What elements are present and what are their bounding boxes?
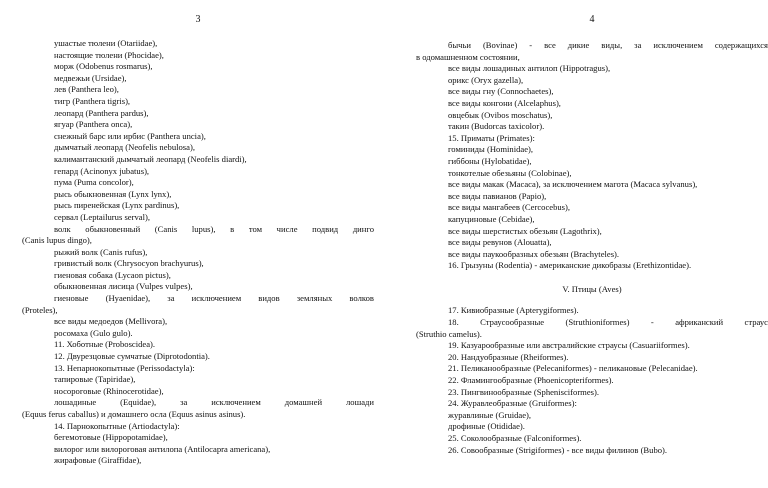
text-line: лев (Panthera leo), (54, 84, 119, 95)
text-line: тапировые (Tapiridae), (54, 374, 136, 385)
text-line: медвежьи (Ursidae), (54, 72, 127, 83)
text-line: дрофиные (Otididae). (448, 421, 525, 432)
text-line: рысь обыкновенная (Lynx lynx), (54, 188, 172, 199)
text-line: морж (Odobenus rosmarus), (54, 61, 153, 72)
text-line: настоящие тюлени (Phocidae), (54, 49, 164, 60)
text-line: 15. Приматы (Primates): (448, 132, 535, 143)
text-line: все виды паукообразных обезьян (Brachyteles). (448, 248, 620, 259)
text-line: 22. Фламингообразные (Phoenicopteriformes). (448, 375, 614, 386)
text-line: бегемотовые (Hippopotamidae), (54, 432, 168, 443)
text-line: 14. Парнокопытные (Artiodactyla): (54, 420, 180, 431)
text-line: 12. Двурезцовые сумчатые (Diprotodontia). (54, 351, 210, 362)
text-line: дымчатый леопард (Neofelis nebulosa), (54, 142, 195, 153)
text-line: все виды конгони (Alcelaphus), (448, 97, 561, 108)
text-line: тигр (Panthera tigris), (54, 95, 131, 106)
text-line: 19. Казуарообразные или австралийские страусы (Casuariiformes). (448, 340, 690, 351)
text-line: гиеновые (Hyaenidae), за исключением видов земляных волков (54, 293, 374, 304)
text-line: рысь пиренейская (Lynx pardinus), (54, 200, 180, 211)
text-line: рыжий волк (Canis rufus), (54, 246, 148, 257)
text-line: в одомашненном состоянии, (416, 51, 520, 62)
right-page (416, 0, 768, 488)
text-line: 26. Совообразные (Strigiformes) - все виды филинов (Bubo). (448, 444, 668, 455)
text-line: обыкновенная лисица (Vulpes vulpes), (54, 281, 193, 292)
section-heading: V. Птицы (Aves) (562, 283, 622, 294)
page-number-left: 3 (195, 14, 201, 25)
text-line: росомаха (Gulo gulo). (54, 327, 133, 338)
text-line: все виды лошадиных антилоп (Hippotragus), (448, 63, 611, 74)
text-line: 25. Соколообразные (Falconiformes). (448, 433, 582, 443)
text-line: капуциновые (Cebidae), (448, 213, 535, 224)
text-line: 13. Непарнокопытные (Perissodactyla): (54, 362, 195, 373)
text-line: (Equus ferus caballus) и домашнего осла (Equus asinus asinus). (22, 409, 246, 419)
text-line: калимантанский дымчатый леопард (Neofelis diardi), (54, 153, 247, 164)
text-line: ягуар (Panthera onca), (54, 119, 133, 130)
text-line: вилорог или вилороговая антилопа (Antilocapra americana), (54, 443, 271, 454)
text-line: гривистый волк (Chrysocyon brachyurus), (54, 258, 204, 269)
text-line: (Proteles), (22, 304, 58, 315)
text-line: ушастые тюлени (Otariidae), (54, 38, 158, 48)
text-line: все виды макак (Macaca), за исключением магота (Macaca sylvanus), (448, 179, 698, 190)
text-line: все виды медоедов (Mellivora), (54, 316, 168, 327)
text-line: 23. Пингвинообразные (Sphenisciformes). (448, 386, 600, 397)
text-line: все виды павианов (Papio), (448, 190, 547, 201)
text-line: волк обыкновенный (Canis lupus), в том числе подвид динго (54, 223, 374, 234)
text-line: 21. Пеликанообразные (Pelecaniformes) - пеликановые (Pelecanidae). (448, 363, 698, 374)
text-line: овцебык (Ovibos moschatus), (448, 109, 553, 120)
left-page-text (22, 38, 374, 467)
text-line: журавлиные (Gruidae), (448, 409, 532, 420)
text-line: все виды шерстистых обезьян (Lagothrix), (448, 225, 602, 236)
text-line: гиббоны (Hylobatidae), (448, 155, 532, 166)
text-line: 24. Журавлеобразные (Gruiformes): (448, 398, 577, 409)
left-page (22, 0, 374, 488)
right-page-text (416, 40, 768, 456)
text-line: 11. Хоботные (Proboscidea). (54, 339, 156, 350)
text-line: пума (Puma concolor), (54, 177, 134, 188)
text-line: леопард (Panthera pardus), (54, 107, 149, 118)
text-line: снежный барс или ирбис (Panthera uncia), (54, 130, 206, 141)
text-line: такин (Budorcas taxicolor). (448, 121, 545, 132)
text-line: (Struthio camelus). (416, 328, 482, 339)
text-line: 16. Грызуны (Rodentia) - американские дикобразы (Erethizontidae). (448, 260, 692, 271)
text-line: носороговые (Rhinocerotidae), (54, 385, 164, 396)
text-line: орикс (Oryx gazella), (448, 74, 524, 85)
text-line: гепард (Acinonyx jubatus), (54, 165, 150, 176)
text-line: 20. Нандуобразные (Rheiformes). (448, 351, 569, 362)
text-line: жирафовые (Giraffidae), (54, 455, 142, 466)
text-line: 18. Страусообразные (Struthioniformes) - африканский страус (448, 317, 768, 328)
text-line: лошадиные (Equidae), за исключением домашней лошади (54, 397, 374, 408)
text-line: сервал (Leptailurus serval), (54, 211, 150, 222)
text-line: бычьи (Bovinae) - все дикие виды, за исключением содержащихся (448, 40, 768, 50)
page-number-right: 4 (589, 14, 595, 25)
text-line: гоминиды (Hominidae), (448, 144, 534, 155)
text-line: 17. Кивиобразные (Apterygiformes). (448, 305, 579, 316)
text-line: гиеновая собака (Lycaon pictus), (54, 269, 171, 280)
text-line: все виды ревунов (Alouatta), (448, 237, 552, 248)
text-line: все виды мангабеев (Cercocebus), (448, 202, 571, 213)
text-line: все виды гну (Connochaetes), (448, 86, 554, 97)
text-line: (Canis lupus dingo), (22, 235, 92, 246)
text-line: тонкотелые обезьяны (Colobinae), (448, 167, 572, 178)
